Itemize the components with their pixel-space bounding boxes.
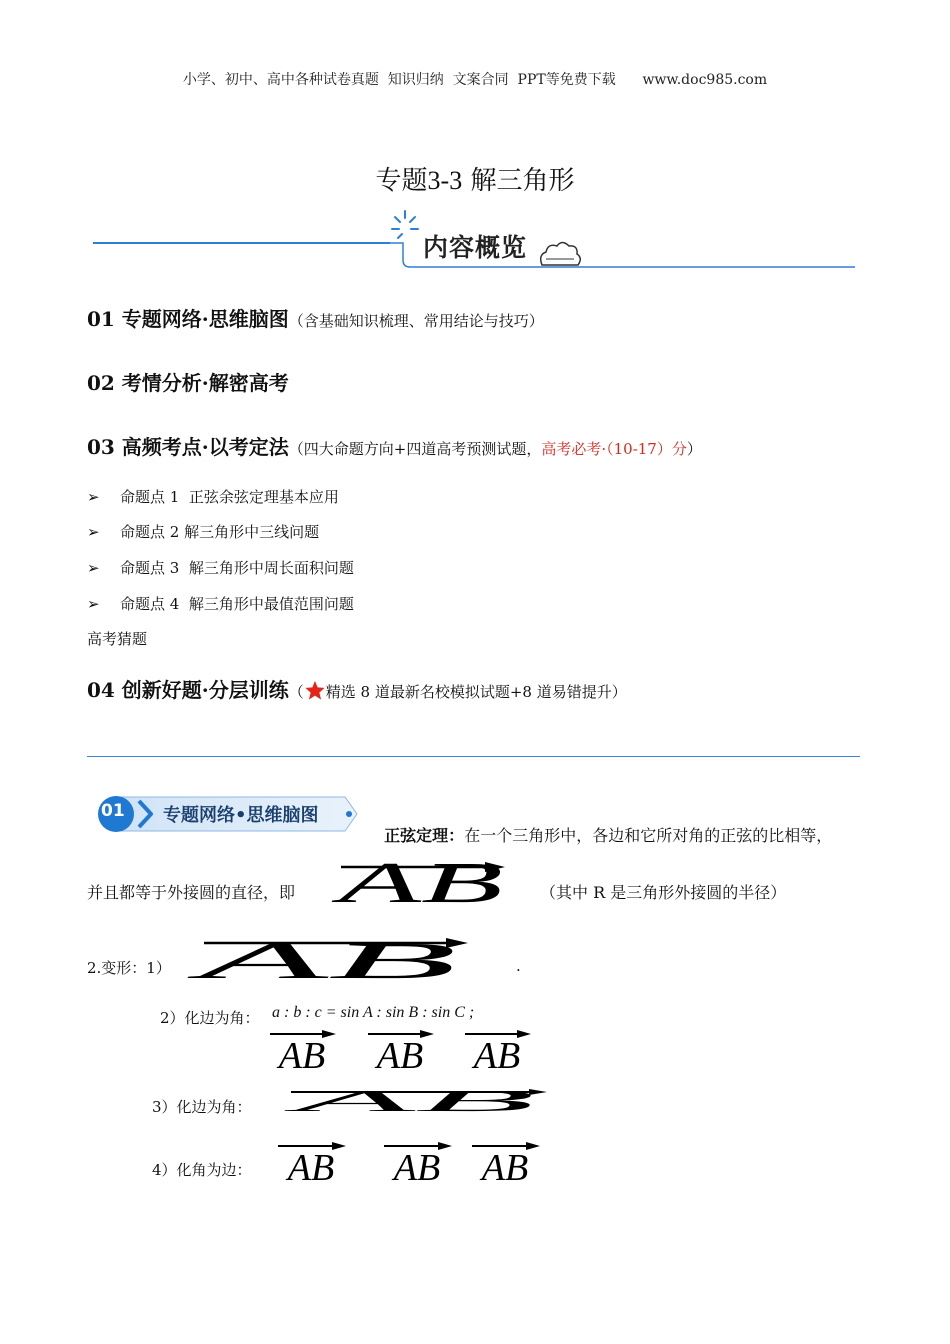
formula-vector — [186, 933, 470, 990]
circumcircle-line: 并且都等于外接圆的直径，即 — [87, 883, 296, 902]
section-01-note: （含基础知识梳理、常用结论与技巧） — [288, 312, 544, 330]
item-text: 命题点 2 解三角形中三线问题 — [120, 523, 320, 541]
formula-vector — [329, 850, 507, 915]
formula-vector — [276, 1142, 348, 1188]
transform-label: 2.变形：1） — [87, 959, 171, 977]
section-01 — [87, 303, 544, 332]
vector-label: AB — [376, 1035, 424, 1077]
section-04-label: 04 创新好题·分层训练 — [87, 678, 289, 702]
cloud-icon — [541, 243, 581, 266]
section-04-note-open: （ — [288, 683, 304, 701]
section-01-label: 01 专题网络·思维脑图 — [87, 307, 289, 331]
step2-formula: a : b : c = sin A : sin B : sin C ; — [272, 1004, 475, 1021]
extra-item: 高考猜题 — [87, 630, 148, 648]
vector-label: AB — [393, 1147, 441, 1189]
bullet-arrow-icon: ➢ — [87, 595, 100, 613]
formula-vector — [366, 1030, 436, 1076]
formula-vector — [470, 1142, 542, 1188]
title-prefix: 专题 — [375, 166, 428, 196]
list-item — [87, 557, 354, 578]
vector-label: AB — [186, 933, 457, 990]
section-divider — [87, 756, 860, 757]
section-02 — [87, 367, 289, 396]
section-04-note: 精选 8 道最新名校模拟试题+8 道易错提升） — [325, 683, 627, 701]
bullet-arrow-icon: ➢ — [87, 488, 100, 506]
item-text: 命题点 4 解三角形中最值范围问题 — [120, 595, 354, 613]
list-item — [87, 521, 319, 542]
vector-label: AB — [278, 1035, 326, 1077]
bullet-arrow-icon: ➢ — [87, 523, 100, 541]
step2-label: 2）化边为角： — [160, 1009, 260, 1027]
list-item — [87, 486, 339, 507]
section-04 — [87, 674, 627, 703]
step3-label: 3）化边为角： — [152, 1098, 252, 1116]
formula-vector — [268, 1030, 338, 1076]
mindmap-badge-num: 01 — [101, 801, 125, 821]
sparkle-icon — [392, 211, 418, 238]
section-03 — [87, 431, 702, 460]
page-title — [0, 160, 950, 197]
step4-label: 4）化角为边： — [152, 1161, 252, 1179]
formula-vector — [382, 1142, 454, 1188]
vector-label: AB — [473, 1035, 521, 1077]
title-number: 3-3 — [427, 166, 463, 195]
bullet-arrow-icon: ➢ — [87, 559, 100, 577]
vector-label: AB — [481, 1147, 529, 1189]
overview-badge: 内容概览 — [423, 233, 528, 262]
section-03-note: （四大命题方向+四道高考预测试题， — [288, 440, 542, 458]
item-text: 命题点 3 解三角形中周长面积问题 — [120, 559, 354, 577]
transform-end: . — [516, 957, 521, 975]
formula-vector — [463, 1030, 533, 1076]
section-03-note-red: 高考必考·（10-17）分 — [541, 440, 687, 458]
vector-label: AB — [287, 1147, 335, 1189]
vector-label: AB — [329, 850, 503, 915]
sine-rule-text: 在一个三角形中，各边和它所对角的正弦的比相等， — [464, 826, 833, 845]
vector-label: AB — [281, 1085, 535, 1118]
list-item — [87, 593, 354, 614]
mindmap-badge-label: 专题网络•思维脑图 — [163, 805, 319, 826]
star-icon — [304, 680, 326, 700]
item-text: 命题点 1 正弦余弦定理基本应用 — [120, 488, 339, 506]
section-02-label: 02 考情分析·解密高考 — [87, 371, 289, 395]
header-banner: 小学、初中、高中各种试卷真题 知识归纳 文案合同 PPT等免费下载 www.doc985.com — [182, 72, 768, 88]
sine-rule-line — [374, 804, 832, 846]
sine-rule-label: 正弦定理： — [384, 826, 465, 845]
formula-vector — [281, 1085, 549, 1119]
section-03-note-end: ） — [686, 440, 702, 458]
circumcircle-note: （其中 R 是三角形外接圆的半径） — [540, 883, 787, 902]
title-name: 解三角形 — [470, 166, 575, 196]
section-03-label: 03 高频考点·以考定法 — [87, 435, 289, 459]
